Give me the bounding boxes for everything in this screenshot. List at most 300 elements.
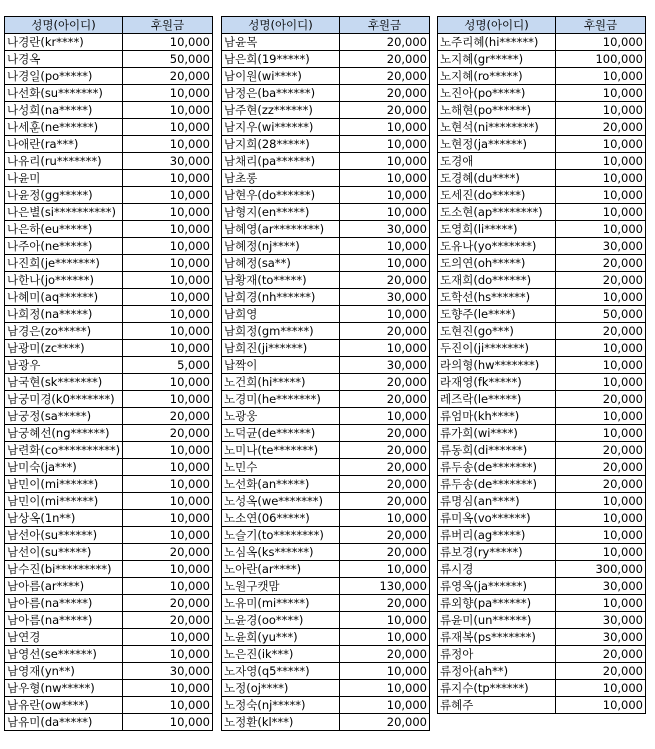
table-row — [5, 391, 213, 408]
table-row — [438, 476, 646, 493]
table-row — [222, 561, 430, 578]
donor-name: 나선화(su*******) — [5, 85, 123, 102]
table-row — [438, 34, 646, 51]
donor-name: 류두송(de*******) — [438, 459, 556, 476]
table-row — [5, 646, 213, 663]
donor-name: 남궁미경(k0*******) — [5, 391, 123, 408]
donor-name: 도현진(go***) — [438, 323, 556, 340]
table-row — [438, 340, 646, 357]
donor-name: 나혜미(aq******) — [5, 289, 123, 306]
donation-amount: 10,000 — [123, 221, 213, 238]
donor-name: 류미옥(vo******) — [438, 510, 556, 527]
table-row — [438, 646, 646, 663]
table-row — [5, 493, 213, 510]
donor-name: 노소연(06*****) — [222, 510, 340, 527]
donor-name: 남민이(mi******) — [5, 493, 123, 510]
donation-amount: 10,000 — [123, 697, 213, 714]
table-row — [5, 323, 213, 340]
donation-amount: 10,000 — [556, 595, 646, 612]
donation-amount: 20,000 — [123, 595, 213, 612]
donation-amount: 10,000 — [556, 187, 646, 204]
table-row — [5, 663, 213, 680]
donation-amount: 10,000 — [556, 102, 646, 119]
table-row — [5, 697, 213, 714]
table-row — [222, 612, 430, 629]
donation-amount: 10,000 — [123, 561, 213, 578]
table-row — [5, 68, 213, 85]
donation-amount: 10,000 — [556, 680, 646, 697]
donation-amount: 10,000 — [340, 170, 430, 187]
donation-amount: 10,000 — [123, 119, 213, 136]
donation-amount: 30,000 — [123, 153, 213, 170]
table-row — [5, 85, 213, 102]
donation-amount: 20,000 — [556, 272, 646, 289]
donor-name: 남이원(wi****) — [222, 68, 340, 85]
donation-amount: 10,000 — [340, 510, 430, 527]
donation-amount: 30,000 — [340, 357, 430, 374]
donation-amount: 10,000 — [123, 289, 213, 306]
donor-name: 노진아(po*****) — [438, 85, 556, 102]
donation-amount: 10,000 — [340, 663, 430, 680]
donation-amount: 20,000 — [556, 476, 646, 493]
donation-amount: 10,000 — [556, 510, 646, 527]
table-row — [438, 425, 646, 442]
table-row — [438, 629, 646, 646]
donation-amount: 10,000 — [123, 272, 213, 289]
table-row — [5, 119, 213, 136]
donation-amount: 20,000 — [556, 255, 646, 272]
donation-amount: 30,000 — [340, 221, 430, 238]
donation-amount: 10,000 — [340, 612, 430, 629]
donor-name: 도소현(ap********) — [438, 204, 556, 221]
table-row — [222, 714, 430, 731]
table-row — [5, 34, 213, 51]
donor-name: 노윤경(oo****) — [222, 612, 340, 629]
donor-name: 나애란(ra***) — [5, 136, 123, 153]
donor-name: 남정은(ba******) — [222, 85, 340, 102]
donor-name: 남지희(28*****) — [222, 136, 340, 153]
donation-amount: 10,000 — [123, 238, 213, 255]
donor-name: 노경미(he*******) — [222, 391, 340, 408]
table-row — [222, 510, 430, 527]
donor-name: 노지혜(gr*****) — [438, 51, 556, 68]
table-row — [438, 289, 646, 306]
donor-name: 남미숙(ja***) — [5, 459, 123, 476]
donation-amount: 10,000 — [556, 408, 646, 425]
donation-amount: 20,000 — [340, 527, 430, 544]
donor-name: 노선화(an*****) — [222, 476, 340, 493]
table-row — [5, 357, 213, 374]
donor-name: 남아름(na*****) — [5, 612, 123, 629]
table-row — [5, 204, 213, 221]
donation-amount: 20,000 — [556, 442, 646, 459]
table-row — [222, 102, 430, 119]
donor-name: 도의연(oh*****) — [438, 255, 556, 272]
table-row — [222, 68, 430, 85]
table-row — [5, 136, 213, 153]
donation-amount: 10,000 — [556, 493, 646, 510]
donor-name: 노지혜(ro*****) — [438, 68, 556, 85]
donor-name: 나주아(ne*****) — [5, 238, 123, 255]
donor-name: 남국현(sk*******) — [5, 374, 123, 391]
donor-name: 노원구캣맘 — [222, 578, 340, 595]
donation-amount: 10,000 — [556, 34, 646, 51]
donor-name: 류정아 — [438, 646, 556, 663]
donation-amount: 130,000 — [340, 578, 430, 595]
donor-name: 노윤희(yu***) — [222, 629, 340, 646]
donation-amount: 10,000 — [123, 255, 213, 272]
donor-name: 레즈락(le*****) — [438, 391, 556, 408]
donation-amount: 10,000 — [340, 340, 430, 357]
donor-name: 노광웅 — [222, 408, 340, 425]
donor-name: 도유나(yo*******) — [438, 238, 556, 255]
table-row — [222, 340, 430, 357]
donation-amount: 20,000 — [340, 544, 430, 561]
table-row — [222, 272, 430, 289]
donor-name: 도세진(do*****) — [438, 187, 556, 204]
table-row — [222, 85, 430, 102]
donor-name: 나세훈(ne******) — [5, 119, 123, 136]
donation-amount: 20,000 — [123, 544, 213, 561]
donor-name: 노아란(ar****) — [222, 561, 340, 578]
donor-name: 도영희(li*****) — [438, 221, 556, 238]
table-row — [222, 357, 430, 374]
donation-amount: 10,000 — [340, 187, 430, 204]
donation-amount: 100,000 — [556, 51, 646, 68]
table-row — [438, 323, 646, 340]
table-row — [5, 272, 213, 289]
donor-name: 노미나(te*******) — [222, 442, 340, 459]
donation-amount: 10,000 — [340, 238, 430, 255]
table-row — [5, 340, 213, 357]
donation-amount: 10,000 — [123, 629, 213, 646]
donor-name: 남혜정(nj****) — [222, 238, 340, 255]
donation-amount: 10,000 — [340, 697, 430, 714]
donor-name: 노현정(ja******) — [438, 136, 556, 153]
donor-name: 남희진(ji******) — [222, 340, 340, 357]
header-amount: 후원금 — [123, 17, 213, 34]
header-name: 성명(아이디) — [438, 17, 556, 34]
donation-amount: 20,000 — [340, 714, 430, 731]
donation-amount: 10,000 — [556, 85, 646, 102]
table-row — [222, 51, 430, 68]
table-row — [5, 612, 213, 629]
donor-name: 나성희(na*****) — [5, 102, 123, 119]
donor-table-1 — [4, 16, 213, 731]
table-row — [222, 238, 430, 255]
table-row — [222, 221, 430, 238]
donor-name: 나경일(po*****) — [5, 68, 123, 85]
table-row — [438, 153, 646, 170]
donor-name: 남유미(da*****) — [5, 714, 123, 731]
table-row — [438, 510, 646, 527]
donor-name: 노은진(ik***) — [222, 646, 340, 663]
donor-name: 남광우 — [5, 357, 123, 374]
donor-name: 류외향(pa******) — [438, 595, 556, 612]
donation-amount: 20,000 — [340, 595, 430, 612]
table-row — [5, 561, 213, 578]
donor-name: 도향주(le****) — [438, 306, 556, 323]
donation-amount: 20,000 — [340, 85, 430, 102]
table-row — [5, 527, 213, 544]
table-row — [438, 527, 646, 544]
table-row — [438, 663, 646, 680]
donation-amount: 20,000 — [340, 272, 430, 289]
donor-name: 노현석(ni********) — [438, 119, 556, 136]
header-amount: 후원금 — [340, 17, 430, 34]
donation-amount: 10,000 — [340, 153, 430, 170]
donation-amount: 30,000 — [556, 238, 646, 255]
donation-amount: 10,000 — [123, 136, 213, 153]
table-row — [438, 561, 646, 578]
donor-name: 류명심(an****) — [438, 493, 556, 510]
donation-amount: 10,000 — [123, 714, 213, 731]
table-row — [222, 323, 430, 340]
table-row — [222, 476, 430, 493]
donation-amount: 20,000 — [123, 68, 213, 85]
donation-amount: 10,000 — [556, 204, 646, 221]
donation-amount: 10,000 — [556, 68, 646, 85]
header-row — [222, 17, 430, 34]
donation-amount: 10,000 — [123, 493, 213, 510]
donor-name: 두진이(ji*******) — [438, 340, 556, 357]
donor-name: 류시경 — [438, 561, 556, 578]
table-row — [5, 442, 213, 459]
donation-amount: 10,000 — [123, 476, 213, 493]
donor-name: 류동희(di******) — [438, 442, 556, 459]
table-row — [438, 357, 646, 374]
donation-amount: 10,000 — [556, 527, 646, 544]
donation-amount: 50,000 — [556, 306, 646, 323]
table-row — [222, 493, 430, 510]
table-row — [5, 221, 213, 238]
table-row — [222, 119, 430, 136]
donor-name: 남아름(na*****) — [5, 595, 123, 612]
donation-amount: 20,000 — [340, 323, 430, 340]
header-row — [5, 17, 213, 34]
table-row — [5, 374, 213, 391]
donor-name: 남궁혜선(ng******) — [5, 425, 123, 442]
table-row — [438, 85, 646, 102]
donor-name: 남혜정(sa**) — [222, 255, 340, 272]
table-row — [222, 187, 430, 204]
donor-name: 남혜영(ar********) — [222, 221, 340, 238]
donor-name: 남우형(nw*****) — [5, 680, 123, 697]
table-row — [222, 527, 430, 544]
table-row — [222, 255, 430, 272]
table-row — [222, 663, 430, 680]
header-row — [438, 17, 646, 34]
donor-name: 남유란(ow****) — [5, 697, 123, 714]
donation-amount: 20,000 — [123, 408, 213, 425]
table-row — [222, 680, 430, 697]
donation-amount: 10,000 — [123, 374, 213, 391]
table-row — [438, 408, 646, 425]
donation-amount: 20,000 — [123, 612, 213, 629]
donation-amount: 10,000 — [556, 425, 646, 442]
table-row — [5, 153, 213, 170]
donation-amount: 10,000 — [556, 697, 646, 714]
table-row — [5, 289, 213, 306]
table-row — [5, 578, 213, 595]
donor-name: 남영재(yn**) — [5, 663, 123, 680]
donation-amount: 30,000 — [556, 578, 646, 595]
table-row — [222, 289, 430, 306]
table-row — [438, 391, 646, 408]
table-row — [5, 170, 213, 187]
donation-amount: 20,000 — [556, 459, 646, 476]
table-row — [438, 306, 646, 323]
donation-amount: 10,000 — [556, 544, 646, 561]
donor-name: 남희경(nh******) — [222, 289, 340, 306]
donor-name: 류윤미(un******) — [438, 612, 556, 629]
donor-name: 나희정(na*****) — [5, 306, 123, 323]
donation-amount: 10,000 — [340, 255, 430, 272]
table-row — [438, 459, 646, 476]
donation-amount: 10,000 — [340, 136, 430, 153]
donation-amount: 5,000 — [123, 357, 213, 374]
table-row — [438, 187, 646, 204]
donor-name: 나한나(jo******) — [5, 272, 123, 289]
donor-name: 남광미(zc****) — [5, 340, 123, 357]
donation-amount: 20,000 — [340, 102, 430, 119]
donation-amount: 10,000 — [123, 459, 213, 476]
table-row — [438, 238, 646, 255]
donor-name: 노해현(po******) — [438, 102, 556, 119]
donation-amount: 30,000 — [556, 629, 646, 646]
donor-name: 도경애 — [438, 153, 556, 170]
donor-name: 나은별(si**********) — [5, 204, 123, 221]
donor-name: 노자영(q5*****) — [222, 663, 340, 680]
table-row — [438, 102, 646, 119]
table-row — [5, 425, 213, 442]
donation-amount: 10,000 — [123, 102, 213, 119]
donor-name: 남현우(do******) — [222, 187, 340, 204]
table-row — [222, 34, 430, 51]
donor-name: 류정아(ah**) — [438, 663, 556, 680]
donation-amount: 10,000 — [340, 306, 430, 323]
table-row — [5, 255, 213, 272]
table-row — [222, 153, 430, 170]
donation-amount: 10,000 — [123, 323, 213, 340]
donor-name: 나유리(ru*******) — [5, 153, 123, 170]
table-row — [438, 374, 646, 391]
donation-amount: 10,000 — [123, 34, 213, 51]
donor-name: 나윤미 — [5, 170, 123, 187]
donation-amount: 20,000 — [556, 663, 646, 680]
table-row — [438, 578, 646, 595]
donor-name: 남지우(wi******) — [222, 119, 340, 136]
donation-amount: 30,000 — [340, 289, 430, 306]
table-row — [5, 714, 213, 731]
table-row — [5, 629, 213, 646]
table-row — [5, 510, 213, 527]
table-row — [5, 459, 213, 476]
donation-amount: 10,000 — [340, 408, 430, 425]
donation-amount: 20,000 — [340, 374, 430, 391]
donation-amount: 20,000 — [340, 646, 430, 663]
donation-amount: 10,000 — [340, 680, 430, 697]
table-row — [438, 51, 646, 68]
table-row — [5, 102, 213, 119]
table-row — [438, 170, 646, 187]
donor-name: 노민수 — [222, 459, 340, 476]
donation-amount: 10,000 — [340, 204, 430, 221]
donation-amount: 10,000 — [123, 170, 213, 187]
donor-name: 류두송(de*******) — [438, 476, 556, 493]
header-name: 성명(아이디) — [222, 17, 340, 34]
donation-amount: 10,000 — [123, 527, 213, 544]
donor-name: 남선아(su******) — [5, 527, 123, 544]
donation-amount: 10,000 — [123, 578, 213, 595]
donation-amount: 10,000 — [556, 289, 646, 306]
donation-amount: 20,000 — [340, 476, 430, 493]
donor-name: 남희정(gm*****) — [222, 323, 340, 340]
donor-name: 류지수(tp******) — [438, 680, 556, 697]
table-row — [222, 374, 430, 391]
table-row — [222, 391, 430, 408]
table-row — [438, 612, 646, 629]
donation-amount: 20,000 — [340, 34, 430, 51]
table-row — [222, 697, 430, 714]
donor-name: 노정환(kl***) — [222, 714, 340, 731]
donor-name: 남아름(ar****) — [5, 578, 123, 595]
donor-name: 남황재(to*****) — [222, 272, 340, 289]
donor-name: 노슬기(to********) — [222, 527, 340, 544]
table-row — [438, 272, 646, 289]
donation-amount: 20,000 — [340, 493, 430, 510]
donor-name: 남련화(co**********) — [5, 442, 123, 459]
donation-amount: 10,000 — [556, 357, 646, 374]
donor-name: 남형지(en*****) — [222, 204, 340, 221]
table-row — [222, 170, 430, 187]
donation-amount: 20,000 — [556, 119, 646, 136]
donor-name: 나경옥 — [5, 51, 123, 68]
donation-amount: 20,000 — [556, 646, 646, 663]
donor-name: 라재영(fk*****) — [438, 374, 556, 391]
table-row — [222, 306, 430, 323]
donor-name: 류보경(ry*****) — [438, 544, 556, 561]
donor-name: 노덕균(de******) — [222, 425, 340, 442]
table-row — [222, 646, 430, 663]
donation-amount: 50,000 — [123, 51, 213, 68]
donation-amount: 10,000 — [123, 187, 213, 204]
table-row — [438, 544, 646, 561]
donation-amount: 10,000 — [123, 510, 213, 527]
donation-amount: 30,000 — [556, 612, 646, 629]
donor-name: 남경은(zo*****) — [5, 323, 123, 340]
table-row — [438, 221, 646, 238]
donor-name: 남영선(se******) — [5, 646, 123, 663]
donation-amount: 10,000 — [556, 153, 646, 170]
table-row — [222, 629, 430, 646]
table-row — [438, 442, 646, 459]
donation-amount: 20,000 — [340, 51, 430, 68]
table-row — [438, 595, 646, 612]
donor-name: 노성옥(we*******) — [222, 493, 340, 510]
table-row — [438, 697, 646, 714]
donor-name: 노정(oj****) — [222, 680, 340, 697]
donor-name: 남궁정(sa*****) — [5, 408, 123, 425]
donor-name: 류혜주 — [438, 697, 556, 714]
table-row — [438, 136, 646, 153]
donation-amount: 20,000 — [123, 425, 213, 442]
donor-name: 납짝이 — [222, 357, 340, 374]
header-name: 성명(아이디) — [5, 17, 123, 34]
donation-amount: 20,000 — [556, 391, 646, 408]
donation-amount: 10,000 — [340, 629, 430, 646]
donation-amount: 10,000 — [556, 136, 646, 153]
